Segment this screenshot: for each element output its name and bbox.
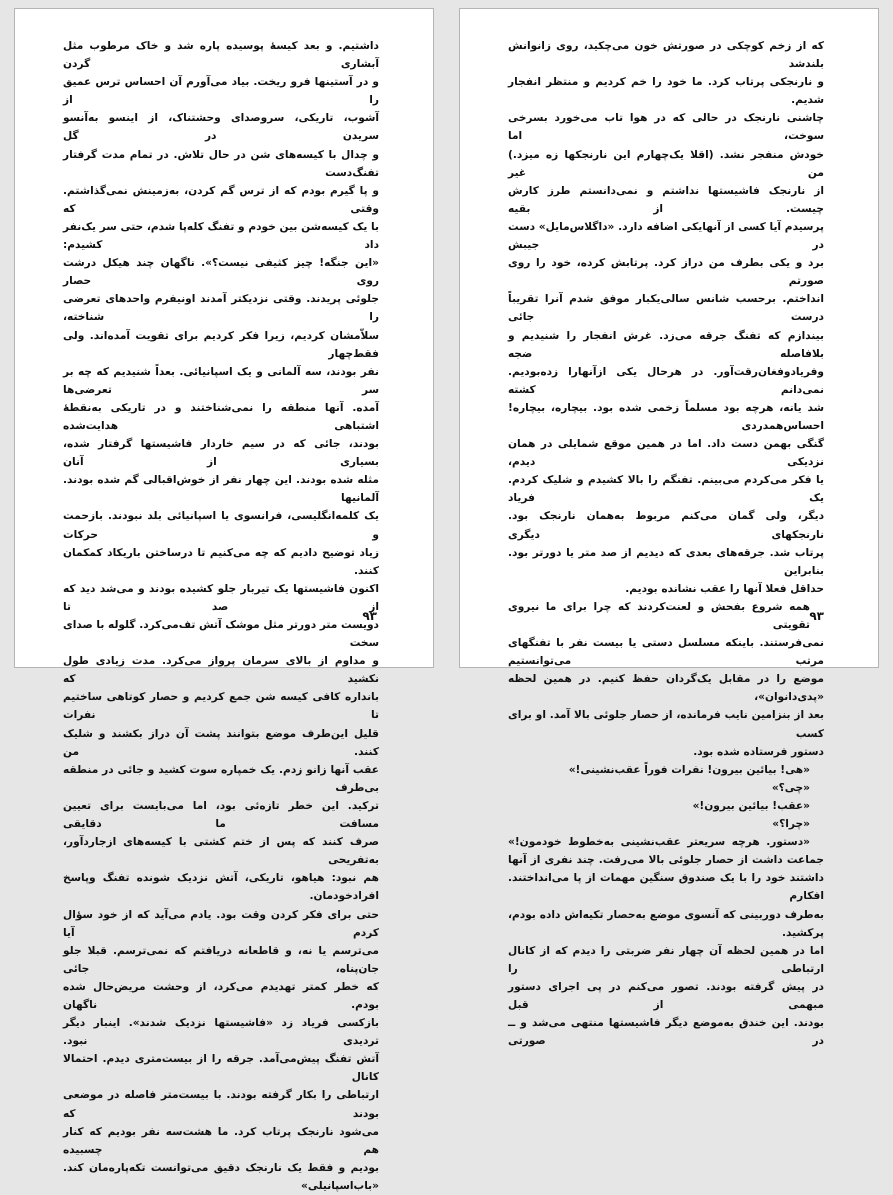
text-line: قلیل این‌طرف موضع بتوانند پشت آن دراز بکشند و شلیک کنند. من xyxy=(63,727,379,758)
text-line: زیاد توضیح دادیم که چه می‌کنیم تا درساختن باریکاد کمکمان کنند. xyxy=(63,546,379,577)
text-line: چاشنی نارنجک در حالی که در هوا تاب می‌خورد بسرخی سوخت، اما xyxy=(508,112,824,143)
text-line: داشتند خود را با یک صندوق سنگین مهمات از پا می‌انداختند. افکارم xyxy=(508,872,824,903)
text-line: مثله شده بودند. این چهار نفر از خوش‌اقبالی گم شده بودند. آلمانیها xyxy=(63,474,379,505)
left-page-text xyxy=(63,37,379,1195)
left-page xyxy=(14,8,434,1192)
text-line: «این جنگه! چیز کثیفی نیست؟». ناگهان چند هیکل درشت روی حصار xyxy=(63,257,379,288)
text-line: می‌ترسم یا نه، و قاطعانه دریافتم که نمی‌ترسم. قبلا جلو جان‌پناه، جائی xyxy=(63,944,379,975)
dialogue-line: «چرا؟» xyxy=(772,818,810,831)
text-line: دستور فرستاده شده بود. xyxy=(693,745,824,758)
text-line: و چدال با کیسه‌های شن در حال تلاش. در تمام مدت گرفتار تفنگ‌دست xyxy=(63,148,379,179)
text-line: جماعت داشت از حصار جلوئی بالا می‌رفت. چند نفری از آنها xyxy=(508,854,824,867)
right-page-text xyxy=(508,37,824,1050)
text-line: پرتاب شد. جرقه‌های بعدی که دیدیم از صد متر یا دورتر بود. بنابراین xyxy=(508,546,824,577)
text-line: حتی برای فکر کردن وقت بود. یادم می‌آید که از خود سؤال کردم آیا xyxy=(63,908,379,939)
text-line: موضع را در مقابل یک‌گردان حفظ کنیم. در همین لحظه «پدی‌دانوان»، xyxy=(508,673,824,704)
text-line: عقب آنها زانو زدم. یک خمپاره سوت کشید و جائی در منطقه بی‌طرف xyxy=(63,763,379,794)
text-line: آشوب، تاریکی، سروصدای وحشتناک، از اینسو به‌آنسو سریدن در گل xyxy=(63,112,379,143)
text-line: که خطر کمتر تهدیدم می‌کرد، از وحشت مریض‌حال شده بودم. ناگهان xyxy=(63,980,379,1011)
text-line: اما در همین لحظه آن چهار نفر ضربتی را دیدم که از کانال ارتباطی را xyxy=(508,944,824,975)
text-line: دویست متر دورتر مثل موشک آتش تف‌می‌کرد. گلوله با صدای سخت xyxy=(62,619,379,650)
text-line: و مداوم از بالای سرمان پرواز می‌کرد. مدت زیادی طول نکشید که xyxy=(63,655,379,686)
text-line: ترکید. این خطر تازه‌ئی بود، اما می‌بایست برای تعیین مسافت ما دقایقی xyxy=(63,799,379,831)
dialogue-line: «هی! بیائین بیرون! نفرات فوراً عقب‌نشینی!» xyxy=(568,763,810,776)
text-line: نفر بودند، سه آلمانی و یک اسپانیائی. بعداً شنیدیم که چه بر سر تعرضی‌ها xyxy=(63,365,379,396)
text-line: صرف کنند که پس از ختم کشتی با کیسه‌های ازجاردآور، به‌تفریحی xyxy=(63,836,379,867)
text-line: یا فکر می‌کردم می‌بینم. تفنگم را بالا کشیدم و شلیک کردم. یک فریاد xyxy=(508,474,824,505)
text-line: دیگر، ولی گمان می‌کنم مربوط به‌همان نارنجک بود. نارنجکهای دیگری xyxy=(508,510,824,541)
text-line: و نارنجکی پرتاب کرد. ما خود را خم کردیم و منتظر انفجار شدیم. xyxy=(508,76,824,107)
text-line: برد و یکی بطرف من دراز کرد. پرتابش کرده، خود را روی صورتم xyxy=(508,257,824,288)
text-line: بیندازم که تفنگ جرقه می‌زد. غرش انفجار را شنیدیم و بلافاصله ضجه xyxy=(508,329,824,360)
text-line: با یک کیسه‌شن بین خودم و تفنگ کله‌پا شدم، حتی سر یک‌نفر داد کشیدم: xyxy=(63,220,379,252)
dialogue-line: «دستور. هرچه سریعتر عقب‌نشینی به‌خطوط خودمون!» xyxy=(508,836,810,849)
text-line: که از زخم کوچکی در صورتش خون می‌چکید، روی زانوانش بلندشد xyxy=(508,40,824,71)
text-line: وفریادوفغان‌رقت‌آور. در هرحال یکی ازآنهارا زده‌بودیم. نمی‌دانم کشته xyxy=(508,365,824,396)
text-line: بودیم و فقط یک نارنجک دقیق می‌توانست تکه‌پاره‌مان کند. «باب‌اسپانیلی» xyxy=(63,1161,379,1192)
text-line: آمده. آنها منطقه را نمی‌شناختند و در تاریکی به‌نقطهٔ اشتباهی هدایت‌شده xyxy=(63,401,379,432)
text-line: ارتباطی را بکار گرفته بودند. با بیست‌متر فاصله در موضعی بودند که xyxy=(63,1089,379,1120)
text-line: یک کلمه‌انگلیسی، فرانسوی یا اسپانیائی بلد نبودند. بازحمت و حرکات xyxy=(63,510,379,541)
text-line: همه شروع بفحش و لعنت‌کردند که چرا برای ما نیروی تقویتی xyxy=(508,600,810,631)
text-line: در پیش گرفته بودند. تصور می‌کنم در پی اجرای دستور مبهمی از قبل xyxy=(508,980,824,1011)
dialogue-line: «چی؟» xyxy=(771,781,810,794)
text-line: از نارنجک فاشیستها نداشتم و نمی‌دانستم طرز کارش چیست. از بقیه xyxy=(508,184,824,215)
text-line: جلوئی پریدند. وقتی نزدیکتر آمدند اونیفرم واحدهای تعرضی را شناخته، xyxy=(63,293,379,324)
text-line: بودند. این خندق به‌موضع دیگر فاشیستها منتهی می‌شد و ــ در صورتی xyxy=(508,1017,824,1048)
page-number: ۹۳ xyxy=(809,609,824,623)
text-line: حداقل فعلا آنها را عقب نشانده بودیم. xyxy=(625,582,824,595)
text-line: خودش منفجر نشد. (اقلا یک‌چهارم این نارنجکها زه میزد.) من غیر xyxy=(508,148,824,179)
text-line: داشتیم. و بعد کیسهٔ پوسیده پاره شد و خاک مرطوب مثل آبشاری گردن xyxy=(63,40,379,71)
text-line: می‌شود نارنجک پرتاب کرد. ما هشت‌سه نفر بودیم که کنار هم چسبیده xyxy=(63,1125,379,1156)
text-line: انداختم. برحسب شانس سالی‌یکبار موفق شدم آنرا تقریباً درست جائی xyxy=(508,293,824,324)
right-page xyxy=(459,8,879,1048)
text-line: شد یانه، هرچه بود مسلماً زخمی شده بود. بیچاره، بیچاره! احساس‌همدردی xyxy=(508,401,824,432)
text-line: و پا گیرم بودم که از ترس گم کردن، به‌زمینش نمی‌گذاشتم. وقتی که xyxy=(63,184,379,215)
text-line: و در آستینها فرو ریخت. بیاد می‌آورم آن احساس ترس عمیق را از xyxy=(63,76,379,107)
dialogue-line: «عقب! بیائین بیرون!» xyxy=(692,799,810,812)
text-line: نمی‌فرستند. باینکه مسلسل دستی یا بیست نفر با تفنگهای مرتب می‌توانستیم xyxy=(508,637,824,668)
text-line: به‌طرف دوربینی که آنسوی موضع به‌حصار تکیه‌اش داده بودم، پرکشید. xyxy=(508,908,824,939)
text-line: هم نبود: هیاهو، تاریکی، آتش نزدیک شونده تفنگ وپاسخ افرادخودمان. xyxy=(63,872,379,903)
text-line: بازکسی فریاد زد «فاشیستها نزدیک شدند». اینبار دیگر تردیدی نبود. xyxy=(63,1017,379,1048)
text-line: اکنون فاشیستها یک تیربار جلو کشیده بودند و می‌شد دید که از صد تا xyxy=(63,582,379,613)
text-line: گنگی بهمن دست داد. اما در همین موقع شمایلی در همان نزدیکی دیدم، xyxy=(508,438,824,469)
text-line: بانداره کافی کیسه شن جمع کردیم و حصار کوتاهی ساختیم تا نفرات xyxy=(63,691,379,722)
page-number: ۹۳ xyxy=(362,609,377,623)
text-line: آتش تفنگ پیش‌می‌آمد. جرقه را از بیست‌متری دیدم. احتمالا کانال xyxy=(63,1053,379,1084)
text-line: سلاّمشان کردیم، زیرا فکر کردیم برای تقویت آمده‌اند. ولی فقط‌چهار xyxy=(63,329,379,360)
text-line: پرسیدم آیا کسی از آنهایکی اضافه دارد. «داگلاس‌مایل» دست در جیبش xyxy=(508,220,824,252)
text-line: بعد از بنزامین نایب فرمانده، از حصار جلوئی بالا آمد. او برای کسب xyxy=(508,709,824,740)
text-line: بودند، جائی که در سیم خاردار فاشیستها گرفتار شده، بسیاری از آنان xyxy=(63,438,379,469)
